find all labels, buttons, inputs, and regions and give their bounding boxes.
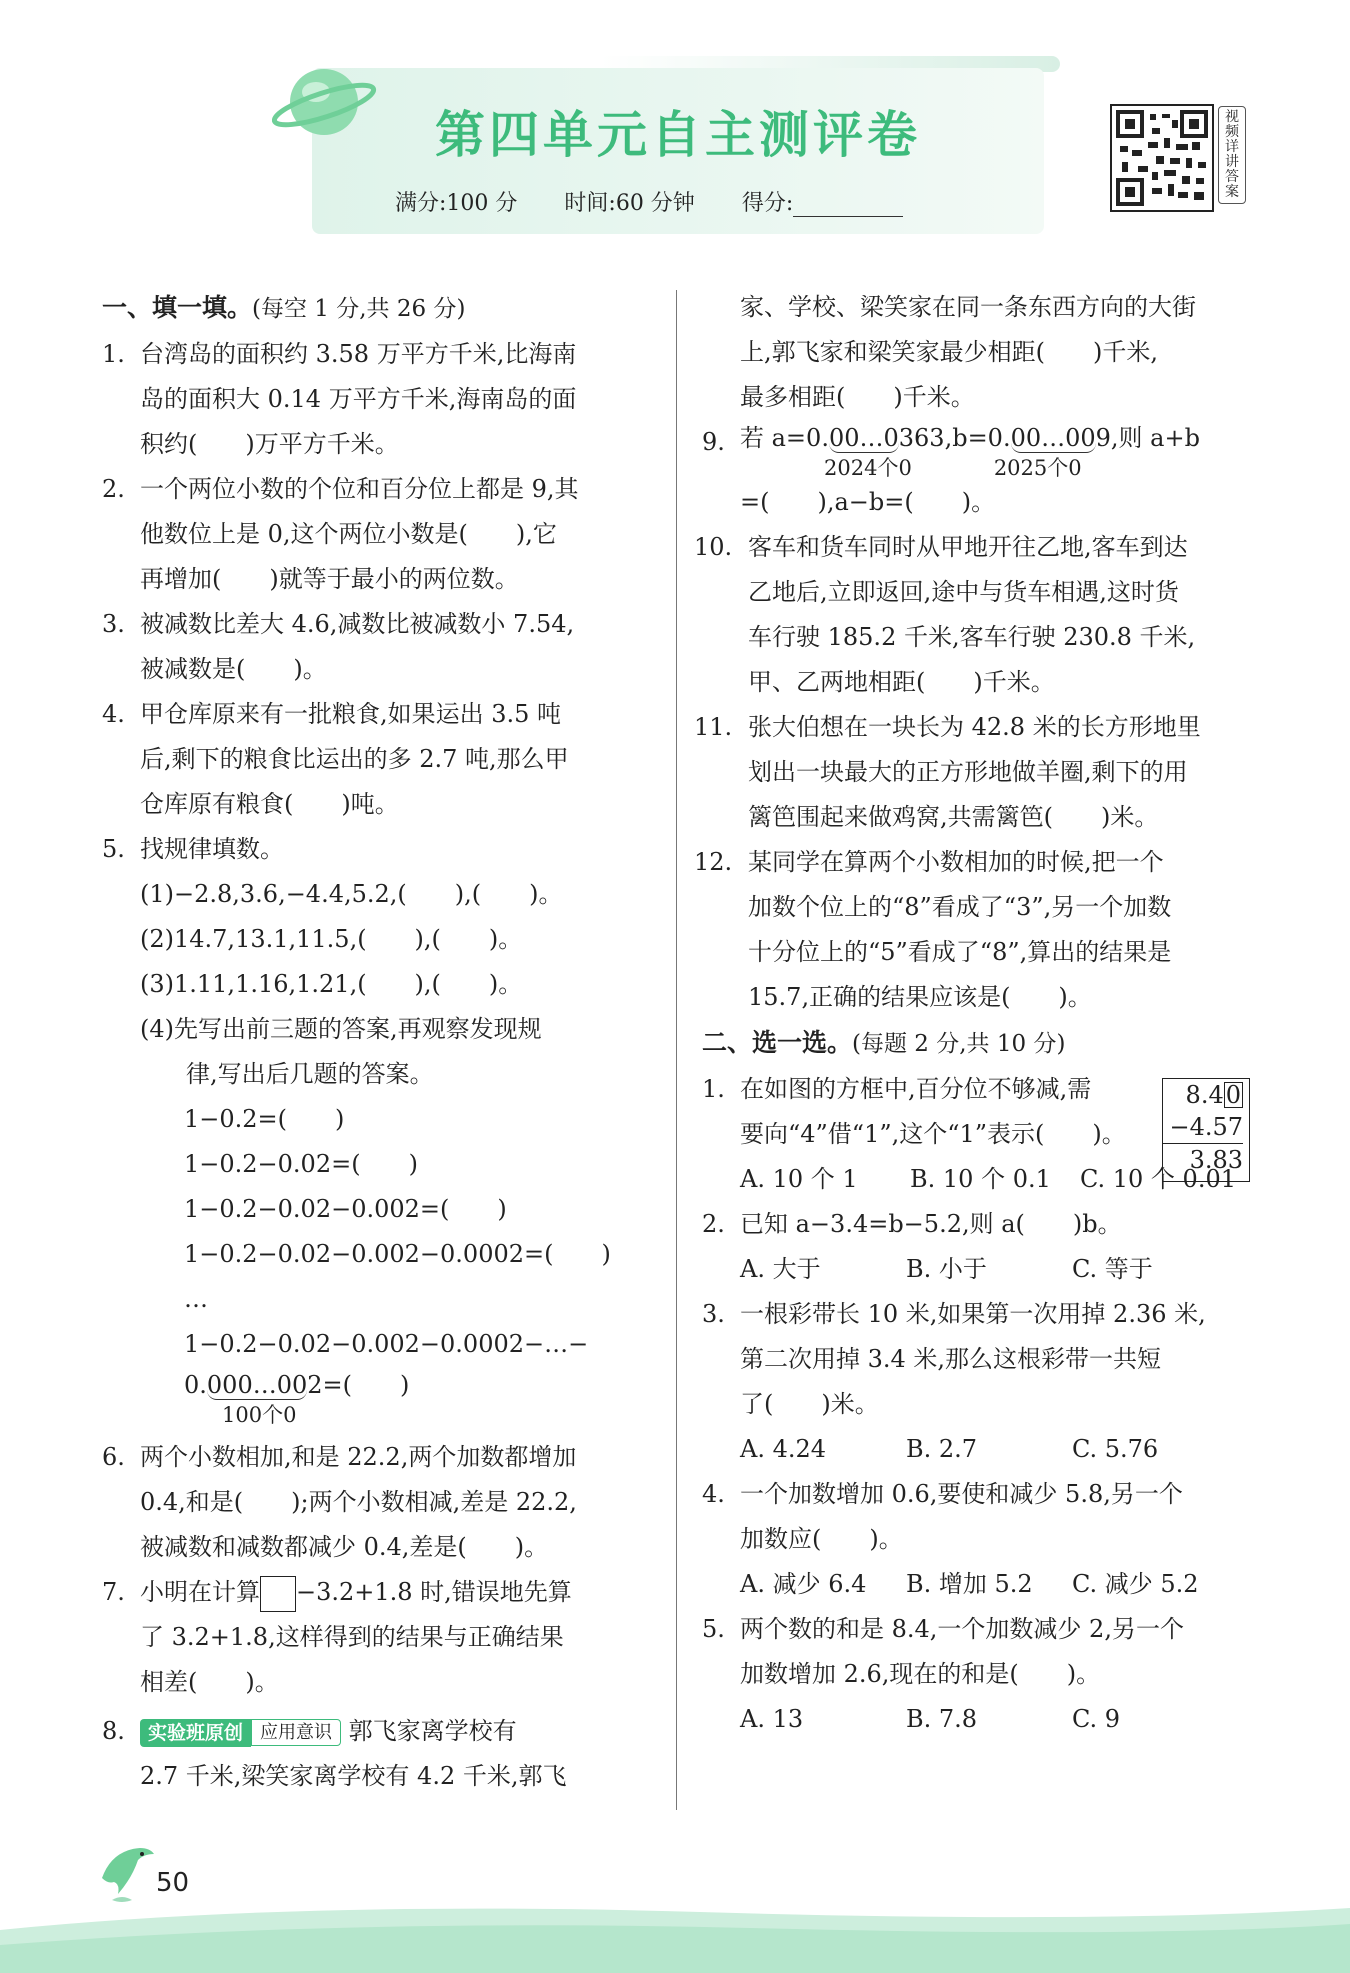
question-1-12: 12. 某同学在算两个小数相加的时候,把一个 加数个位上的“8”看成了“3”,另一个加数 十分位上的“5”看成了“8”,算出的结果是 15.7,正确的结果应该是( )。 <box>694 848 1172 1011</box>
q2-4-options <box>702 1562 1262 1607</box>
q5-sub-4-cont: 律,写出后几题的答案。 <box>186 1060 434 1088</box>
dolphin-icon <box>92 1838 162 1908</box>
q5-sub-2: (2)14.7,13.1,11.5,( ),( )。 <box>140 925 523 953</box>
footer-wave <box>0 1890 1350 1973</box>
left-column <box>102 285 662 1799</box>
q5-formula-1: 1−0.2=( ) <box>184 1105 345 1133</box>
time-limit: 时间:60 分钟 <box>564 191 695 216</box>
page-number: 50 <box>156 1868 190 1898</box>
page-title: 第四单元自主测评卷 <box>435 106 921 164</box>
section-1-heading: 一、填一填。(每空 1 分,共 26 分) <box>102 293 466 322</box>
q2-3-options <box>702 1427 1262 1472</box>
option-a[interactable]: A. 10 个 1 <box>740 1165 858 1193</box>
right-column <box>694 285 1262 1742</box>
q5-formula-4: 1−0.2−0.02−0.002−0.0002=( ) <box>184 1240 611 1268</box>
option-a[interactable]: A. 减少 6.4 <box>740 1570 867 1598</box>
question-2-3: 3. 一根彩带长 10 米,如果第一次用掉 2.36 米, 第二次用掉 3.4 米,那么这根彩带一共短 了( )米。 <box>702 1300 1206 1418</box>
question-2-5: 5. 两个数的和是 8.4,一个加数减少 2,另一个 加数增加 2.6,现在的和是( )。 <box>702 1615 1184 1688</box>
option-a[interactable]: A. 4.24 <box>740 1435 827 1463</box>
question-1-4: 4. 甲仓库原来有一批粮食,如果运出 3.5 吨 后,剩下的粮食比运出的多 2.7 吨,那么甲 仓库原有粮食( )吨。 <box>102 700 569 818</box>
q5-brace-note: 100个0 <box>222 1403 297 1427</box>
answer-box <box>260 1576 296 1612</box>
question-1-1: 1. 台湾岛的面积约 3.58 万平方千米,比海南 岛的面积大 0.14 万平方千米,海南岛的面 积约( )万平方千米。 <box>102 340 577 458</box>
question-1-10: 10. 客车和货车同时从甲地开往乙地,客车到达 乙地后,立即返回,途中与货车相遇,这时货 车行驶 185.2 千米,客车行驶 230.8 千米, 甲、乙两地相距( )千米。 <box>694 533 1196 696</box>
question-1-11: 11. 张大伯想在一块长为 42.8 米的长方形地里 划出一块最大的正方形地做羊圈,剩下的用 篱笆围起来做鸡窝,共需篱笆( )米。 <box>694 713 1201 831</box>
option-c[interactable]: C. 10 个 0.01 <box>1080 1165 1236 1193</box>
qr-caption: 视频详讲答案 <box>1218 106 1246 204</box>
full-score: 满分:100 分 <box>395 191 518 216</box>
score-blank <box>793 198 903 217</box>
question-1-8-cont: 家、学校、梁笑家在同一条东西方向的大街 上,郭飞家和梁笑家最少相距( )千米, 最多相距( )千米。 <box>740 293 1196 411</box>
option-c[interactable]: C. 减少 5.2 <box>1072 1570 1199 1598</box>
subtraction-box: 8.40 −4.57 3.83 <box>1162 1078 1250 1182</box>
tag-experimental: 实验班原创 <box>140 1719 251 1747</box>
q5-ellipsis: … <box>184 1285 208 1313</box>
option-b[interactable]: B. 增加 5.2 <box>906 1570 1033 1598</box>
question-1-6: 6. 两个小数相加,和是 22.2,两个加数都增加 0.4,和是( );两个小数相减,差是 22.2, 被减数和减数都减少 0.4,差是( )。 <box>102 1443 577 1561</box>
q5-sub-4: (4)先写出前三题的答案,再观察发现规 <box>140 1015 542 1043</box>
column-divider <box>676 290 677 1810</box>
qr-code-icon[interactable] <box>1110 104 1214 212</box>
question-1-2: 2. 一个两位小数的个位和百分位上都是 9,其 他数位上是 0,这个两位小数是( ),它 再增加( )就等于最小的两位数。 <box>102 475 579 593</box>
question-2-1: 1. 在如图的方框中,百分位不够减,需 要向“4”借“1”,这个“1”表示( )。 <box>702 1075 1126 1148</box>
option-c[interactable]: C. 5.76 <box>1072 1435 1159 1463</box>
option-b[interactable]: B. 2.7 <box>906 1435 978 1463</box>
q5-sub-3: (3)1.11,1.16,1.21,( ),( )。 <box>140 970 523 998</box>
option-c[interactable]: C. 9 <box>1072 1705 1121 1733</box>
score-label: 得分: <box>741 191 794 216</box>
option-b[interactable]: B. 7.8 <box>906 1705 978 1733</box>
option-b[interactable]: B. 小于 <box>906 1255 987 1283</box>
question-1-8: 8. 实验班原创 应用意识 郭飞家离学校有 2.7 千米,梁笑家离学校有 4.2 千米,郭飞 <box>102 1717 567 1790</box>
option-a[interactable]: A. 大于 <box>740 1255 821 1283</box>
tag-application: 应用意识 <box>251 1719 341 1746</box>
section-2-heading: 二、选一选。(每题 2 分,共 10 分) <box>702 1028 1066 1057</box>
q2-5-options <box>702 1697 1262 1742</box>
question-1-9: 9. 若 a=0.00…0363,b=0.00…009,则 a+b 2024个0 2025个0 =( ),a−b=( )。 <box>702 424 1200 516</box>
question-1-7: 7. 小明在计算 −3.2+1.8 时,错误地先算 了 3.2+1.8,这样得到的结果与正确结果 相差( )。 <box>102 1570 662 1705</box>
q5-formula-3: 1−0.2−0.02−0.002=( ) <box>184 1195 507 1223</box>
option-b[interactable]: B. 10 个 0.1 <box>910 1165 1051 1193</box>
score-line <box>395 186 995 217</box>
option-c[interactable]: C. 等于 <box>1072 1255 1153 1283</box>
question-1-3: 3. 被减数比差大 4.6,减数比被减数小 7.54, 被减数是( )。 <box>102 610 575 683</box>
q5-formula-5: 1−0.2−0.02−0.002−0.0002−…− <box>184 1330 589 1358</box>
q2-2-options <box>702 1247 1262 1292</box>
question-2-4: 4. 一个加数增加 0.6,要使和减少 5.8,另一个 加数应( )。 <box>702 1480 1183 1553</box>
question-1-5: 5. 找规律填数。 <box>102 835 284 863</box>
q5-formula-2: 1−0.2−0.02=( ) <box>184 1150 418 1178</box>
question-2-2: 2. 已知 a−3.4=b−5.2,则 a( )b。 <box>702 1210 1122 1238</box>
q5-formula-6: 0.000…002=( ) <box>184 1371 410 1399</box>
q5-sub-1: (1)−2.8,3.6,−4.4,5.2,( ),( )。 <box>140 880 563 908</box>
option-a[interactable]: A. 13 <box>740 1705 804 1733</box>
